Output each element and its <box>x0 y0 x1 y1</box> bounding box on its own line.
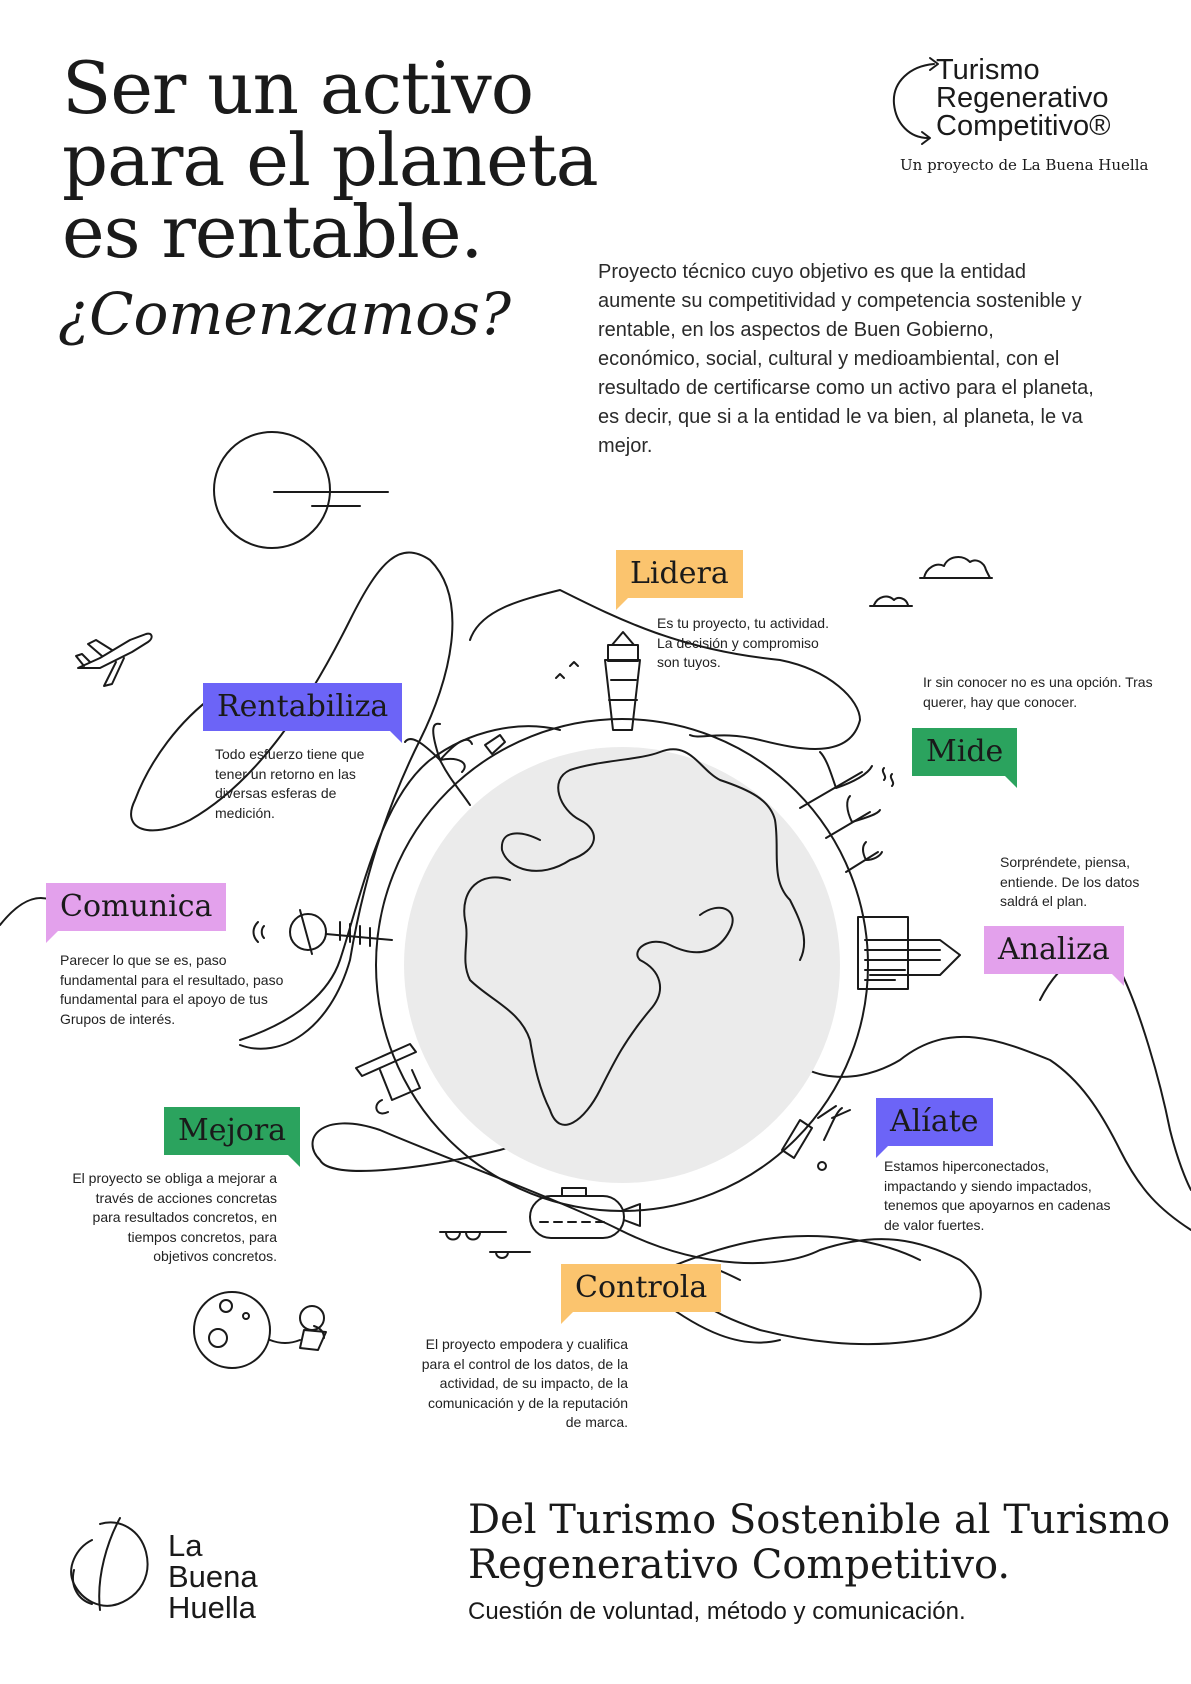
desc-rentabiliza: Todo esfuerzo tiene que tener un retorno en las diversas esferas de medición. <box>215 746 365 821</box>
title-line-2: para el planeta <box>62 118 598 202</box>
airplane-icon <box>76 634 152 686</box>
brand-byline: Un proyecto de La Buena Huella <box>900 156 1149 174</box>
tag-analiza: Analiza <box>984 926 1124 974</box>
footer-logo-line-1: La <box>168 1528 203 1563</box>
desc-analiza: Sorpréndete, piensa, entiende. De los datos saldrá el plan. <box>1000 854 1140 909</box>
antenna-icon <box>254 910 393 954</box>
desc-controla: El proyecto empodera y cualifica para el control de los datos, de la actividad, de su impacto, de la comunicación y de la reputación de marca. <box>421 1336 628 1430</box>
tag-mejora: Mejora <box>164 1107 300 1155</box>
tag-mide: Mide <box>912 728 1017 776</box>
turismo-logo-mark <box>894 58 938 144</box>
footer-title <box>468 1498 1170 1588</box>
footer-title-line-1: Del Turismo Sostenible al Turismo <box>468 1497 1171 1543</box>
desc-aliate: Estamos hiperconectados, impactando y siendo impactados, tenemos que apoyarnos en cadenas de valor fuertes. <box>884 1158 1111 1233</box>
satellite-icon <box>356 1044 420 1113</box>
desc-mide: Ir sin conocer no es una opción. Tras querer, hay que conocer. <box>923 674 1153 710</box>
buildings-icon <box>858 917 960 989</box>
desc-comunica: Parecer lo que se es, paso fundamental para el resultado, paso fundamental para el apoyo de tus Grupos de interés. <box>60 952 284 1027</box>
la-buena-huella-logo-mark <box>71 1518 147 1610</box>
cloud-icon <box>870 557 992 606</box>
footer-logo <box>168 1530 258 1623</box>
desc-lidera: Es tu proyecto, tu actividad. La decisión y compromiso son tuyos. <box>657 615 829 670</box>
moon-icon <box>194 1292 270 1368</box>
main-title <box>62 46 598 274</box>
tag-lidera: Lidera <box>616 550 743 598</box>
desc-mejora: El proyecto se obliga a mejorar a través de acciones concretas para resultados concretos, en tiempos concretos, para objetivos concretos. <box>72 1170 277 1264</box>
brand-logo-line-2: Regenerativo <box>936 82 1109 114</box>
lighthouse-icon <box>556 632 654 753</box>
tag-comunica: Comunica <box>46 883 226 931</box>
footer-subtitle: Cuestión de voluntad, método y comunicación. <box>468 1598 966 1625</box>
intro-paragraph: Proyecto técnico cuyo objetivo es que la entidad aumente su competitividad y competencia sostenible y rentable, en los aspectos de Buen Gobierno, económico, social, cultural y medioambiental, con el resultado de certificarse como un activo para el planeta, es decir, que si a la entidad le va bien, al planeta, le va mejor. <box>598 261 1094 457</box>
sun-icon <box>214 432 388 548</box>
brand-logo-line-3: Competitivo® <box>936 110 1111 142</box>
footer-title-line-2: Regenerativo Competitivo. <box>468 1542 1011 1588</box>
brand-logo <box>936 56 1110 140</box>
tag-aliate: Alíate <box>876 1098 993 1146</box>
title-line-3: es rentable. <box>62 190 483 274</box>
tag-controla: Controla <box>561 1264 721 1312</box>
tag-rentabiliza: Rentabiliza <box>203 683 402 731</box>
brand-logo-line-1: Turismo <box>936 54 1040 86</box>
footer-logo-line-2: Buena <box>168 1559 258 1594</box>
subtitle: ¿Comenzamos? <box>58 280 511 348</box>
astronaut-icon <box>270 1306 326 1350</box>
footer-logo-line-3: Huella <box>168 1590 256 1625</box>
title-line-1: Ser un activo <box>62 46 534 130</box>
